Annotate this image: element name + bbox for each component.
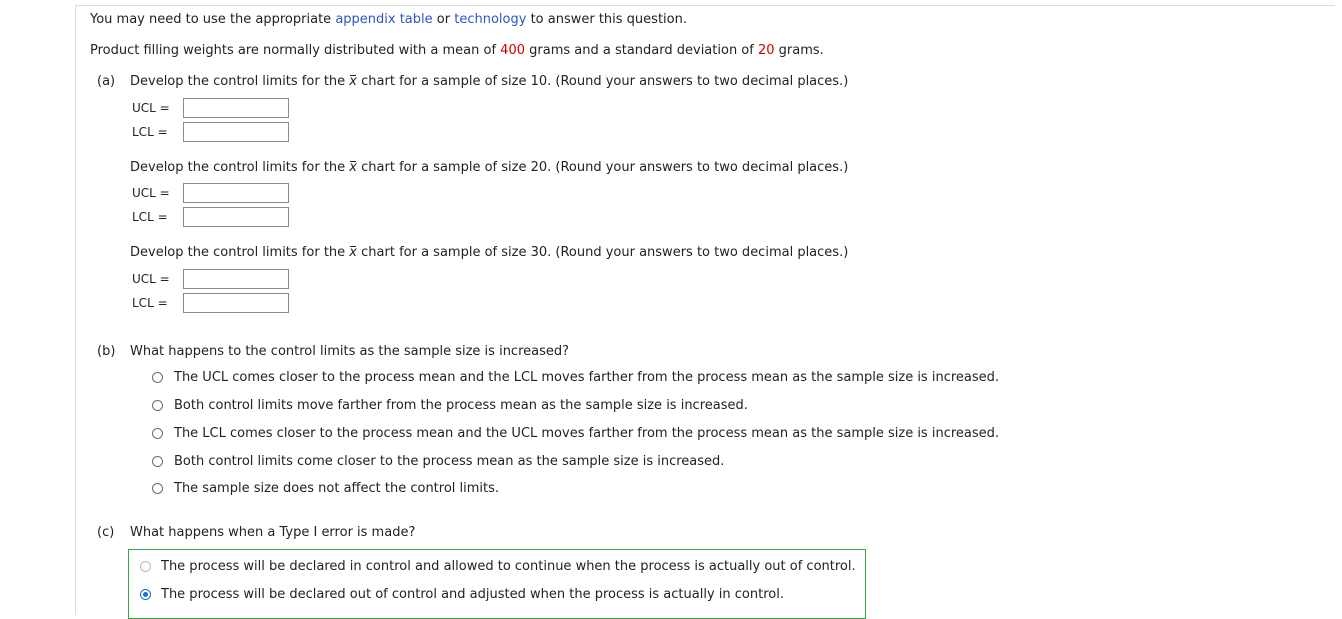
mean-value: 400	[500, 43, 525, 58]
option-label: Both control limits come closer to the process mean as the sample size is increased.	[174, 454, 725, 469]
radio-b-option-2[interactable]	[152, 400, 163, 411]
option-label: Both control limits move farther from the process mean as the sample size is increased.	[174, 398, 748, 413]
ucl-label: UCL =	[132, 272, 170, 286]
part-a-question-1	[130, 74, 848, 90]
x-bar-symbol: x	[349, 74, 357, 89]
intro-suffix: to answer this question.	[530, 12, 687, 27]
intro-line	[90, 12, 687, 28]
problem-text-2: grams and a standard deviation of	[529, 43, 754, 58]
part-a-question-2	[130, 160, 848, 176]
option-label: The process will be declared out of control and adjusted when the process is actually in control.	[161, 587, 784, 602]
part-a-label: (a)	[97, 74, 116, 89]
part-b-label: (b)	[97, 344, 116, 359]
radio-c-option-2-selected[interactable]	[140, 589, 151, 600]
ucl-input-n20[interactable]	[183, 183, 289, 203]
radio-c-option-1[interactable]	[140, 561, 151, 572]
ucl-input-n30[interactable]	[183, 269, 289, 289]
option-label: The sample size does not affect the control limits.	[174, 481, 500, 496]
x-bar-symbol: x	[349, 245, 357, 260]
intro-prefix: You may need to use the appropriate	[90, 12, 332, 27]
part-b-question: What happens to the control limits as the sample size is increased?	[130, 344, 570, 359]
intro-middle: or	[436, 12, 451, 27]
option-label: The UCL comes closer to the process mean and the LCL moves farther from the process mean as the sample size is increased.	[174, 370, 1000, 385]
problem-statement	[90, 43, 824, 59]
lcl-label: LCL =	[132, 296, 168, 310]
part-a-question-3	[130, 245, 848, 261]
technology-link[interactable]: technology	[454, 12, 527, 27]
ucl-input-n10[interactable]	[183, 98, 289, 118]
x-bar-symbol: x	[349, 160, 357, 175]
lcl-input-n10[interactable]	[183, 122, 289, 142]
question-text: Develop the control limits for the	[130, 74, 346, 89]
option-label: The LCL comes closer to the process mean and the UCL moves farther from the process mean as the sample size is increased.	[174, 426, 1000, 441]
radio-b-option-3[interactable]	[152, 428, 163, 439]
ucl-label: UCL =	[132, 101, 170, 115]
radio-b-option-1[interactable]	[152, 372, 163, 383]
problem-text-1: Product filling weights are normally distributed with a mean of	[90, 43, 497, 58]
problem-text-3: grams.	[778, 43, 824, 58]
question-text: chart for a sample of size 30. (Round your answers to two decimal places.)	[361, 245, 849, 260]
question-text: Develop the control limits for the	[130, 245, 346, 260]
option-label: The process will be declared in control and allowed to continue when the process is actually out of control.	[161, 559, 856, 574]
lcl-label: LCL =	[132, 125, 168, 139]
radio-b-option-4[interactable]	[152, 456, 163, 467]
question-text: Develop the control limits for the	[130, 160, 346, 175]
sd-value: 20	[757, 43, 775, 58]
question-text: chart for a sample of size 20. (Round your answers to two decimal places.)	[361, 160, 849, 175]
part-c-label: (c)	[97, 525, 115, 540]
ucl-label: UCL =	[132, 186, 170, 200]
appendix-table-link[interactable]: appendix table	[335, 12, 433, 27]
lcl-input-n20[interactable]	[183, 207, 289, 227]
question-text: chart for a sample of size 10. (Round your answers to two decimal places.)	[361, 74, 849, 89]
lcl-label: LCL =	[132, 210, 168, 224]
lcl-input-n30[interactable]	[183, 293, 289, 313]
radio-b-option-5[interactable]	[152, 483, 163, 494]
part-c-question: What happens when a Type I error is made?	[130, 525, 416, 540]
